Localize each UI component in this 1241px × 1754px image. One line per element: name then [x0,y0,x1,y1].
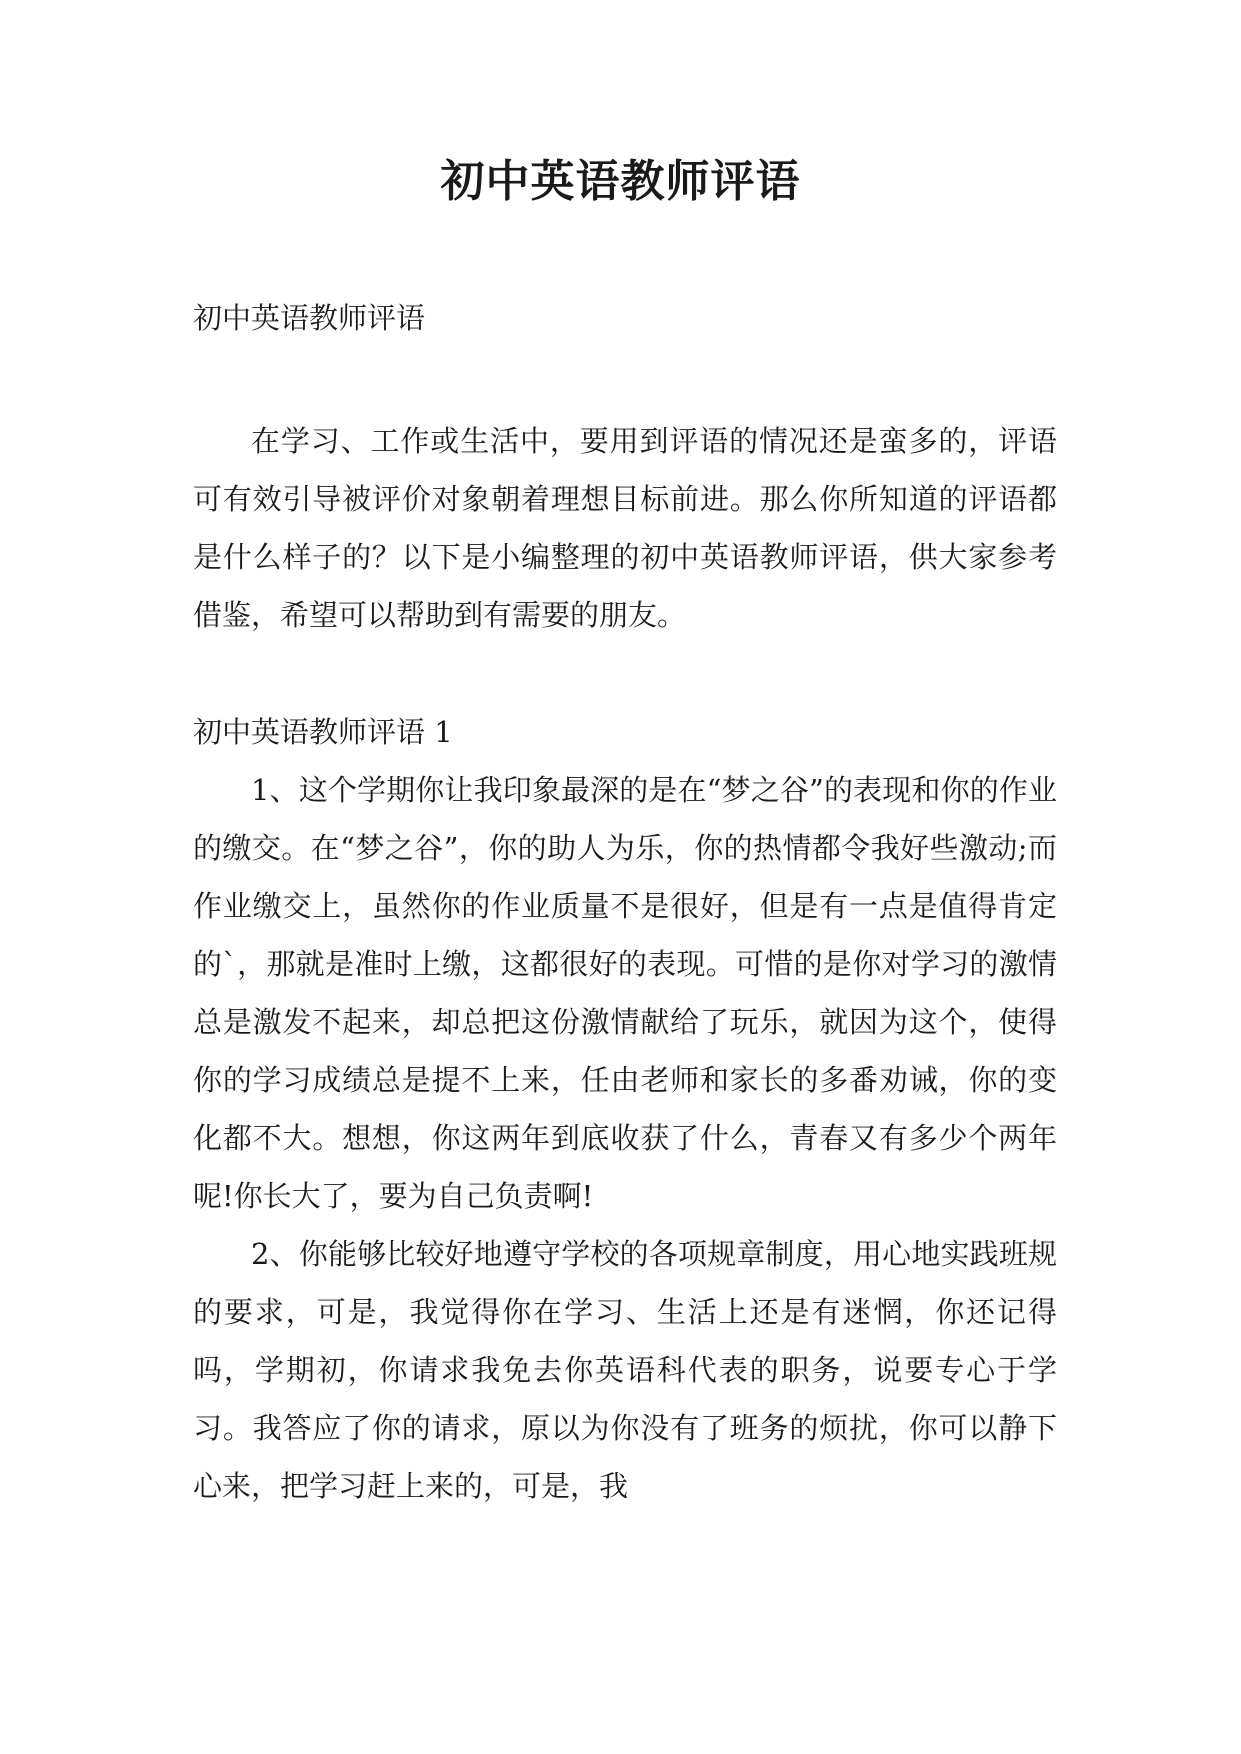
intro-paragraph: 在学习、工作或生活中，要用到评语的情况还是蛮多的，评语可有效引导被评价对象朝着理想目标前进。那么你所知道的评语都是什么样子的？以下是小编整理的初中英语教师评语，供大家参考借鉴，希望可以帮助到有需要的朋友。 [193,424,1057,632]
section-1 [193,703,1057,1515]
document-title: 初中英语教师评语 [440,156,801,207]
document-subtitle: 初中英语教师评语 [193,301,426,335]
intro-section [193,412,1057,644]
section-1-paragraph-1: 1、这个学期你让我印象最深的是在“梦之谷”的表现和你的作业的缴交。在“梦之谷”，你的助人为乐，你的热情都令我好些激动;而作业缴交上，虽然你的作业质量不是很好，但是有一点是值得肯定的`，那就是准时上缴，这都很好的表现。可惜的是你对学习的激情总是激发不起来，却总把这份激情献给了玩乐，就因为这个，使得你的学习成绩总是提不上来，任由老师和家长的多番劝诫，你的变化都不大。想想，你这两年到底收获了什么，青春又有多少个两年呢!你长大了，要为自己负责啊! [193,773,1057,1213]
section-1-heading: 初中英语教师评语 1 [193,715,453,749]
section-1-paragraph-2: 2、你能够比较好地遵守学校的各项规章制度，用心地实践班规的要求，可是，我觉得你在学习、生活上还是有迷惘，你还记得吗，学期初，你请求我免去你英语科代表的职务，说要专心于学习。我答应了你的请求，原以为你没有了班务的烦扰，你可以静下心来，把学习赶上来的，可是，我 [193,1237,1057,1503]
